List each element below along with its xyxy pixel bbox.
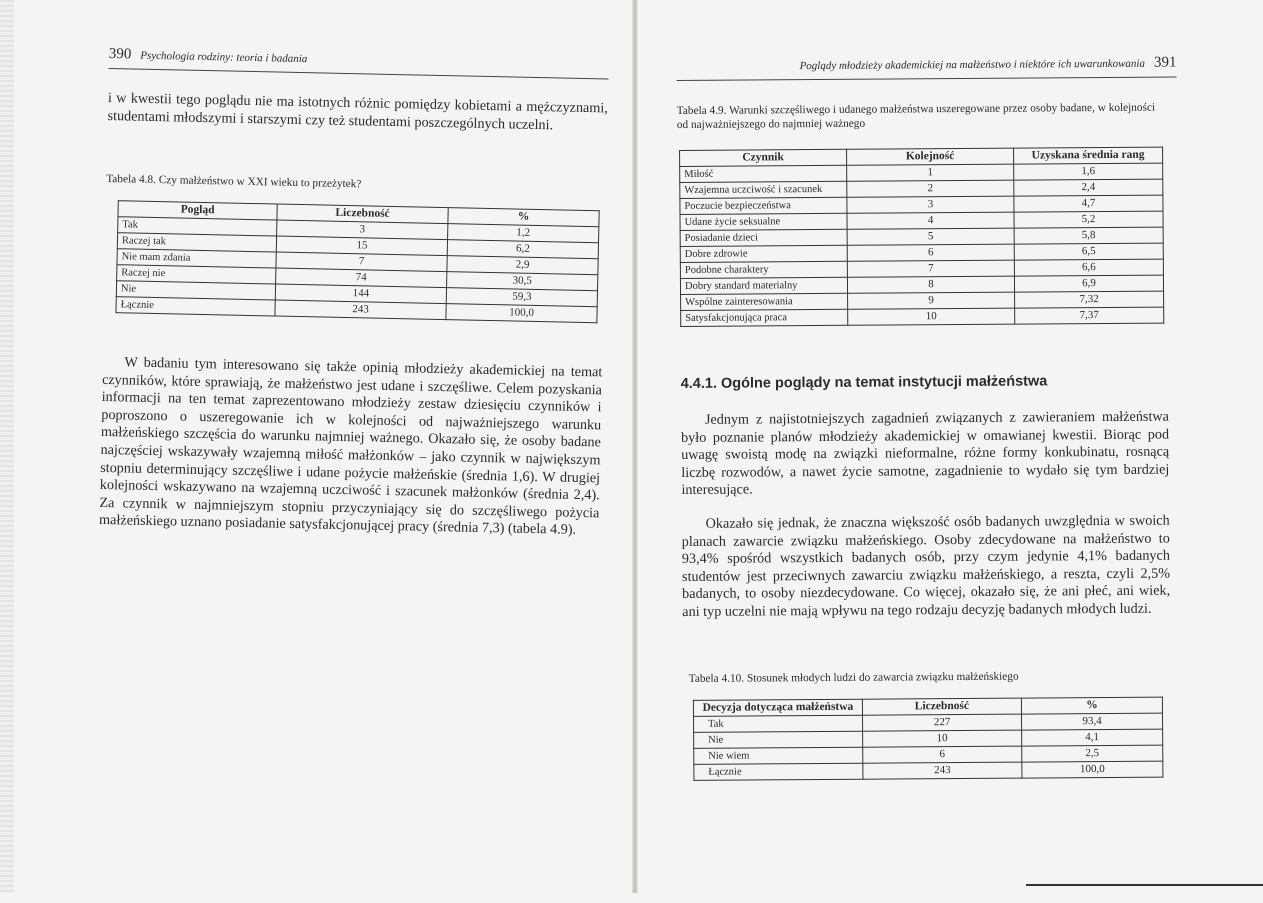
table-cell: Nie wiem xyxy=(694,747,863,764)
book-gutter xyxy=(632,0,638,893)
table-cell: Nie xyxy=(694,731,863,748)
table-cell: 7 xyxy=(276,252,447,272)
table-cell: 100,0 xyxy=(446,304,597,323)
table-cell: Tak xyxy=(694,715,863,732)
table-cell: Dobry standard materialny xyxy=(680,277,847,294)
section-heading: 4.4.1. Ogólne poglądy na temat instytucji małżeństwa xyxy=(680,373,1048,392)
left-running-title: Psychologia rodziny: teoria i badania xyxy=(140,49,308,66)
table-cell: 4,7 xyxy=(1014,195,1163,212)
left-page xyxy=(91,0,610,903)
right-running-head xyxy=(676,55,1176,81)
table-cell: 59,3 xyxy=(446,288,597,307)
right-page xyxy=(676,0,1182,893)
table-cell: Poczucie bezpieczeństwa xyxy=(680,197,847,214)
table-cell: Udane życie seksualne xyxy=(680,213,847,230)
table-cell: 6,6 xyxy=(1014,259,1163,276)
right-paragraph-2: Okazało się jednak, że znaczna większość osób badanych uwzględnia w swoich planach zawarcie związku małżeńskiego. Osoby zdecydowane na małżeństwo to 93,4% spośród wszystkich badanych osób, przy czym jedynie 4,1% badanych studentów jest przeciwnych zawarciu związku małżeńskiego, a reszta, czyli 2,5% badanych, to osoby niezdecydowane. Co więcej, okazało się, że ani płeć, ani wiek, ani typ uczelni nie mają wpływu na tego rodzaju decyzję badanych młodych ludzi. xyxy=(681,512,1171,620)
table-cell: Nie mam zdania xyxy=(117,249,276,268)
bottom-edge-rule xyxy=(1026,884,1263,886)
table-cell: 144 xyxy=(275,284,446,304)
table-cell: Łącznie xyxy=(694,763,863,780)
table-row xyxy=(694,761,1163,780)
table-4-9-caption: Tabela 4.9. Warunki szczęśliwego i udanego małżeństwa uszeregowane przez osoby badane, w kolejności od najważniejszego do najmniej ważnego xyxy=(676,101,1156,131)
table-cell: 5 xyxy=(847,228,1014,245)
table-cell: 15 xyxy=(276,236,447,256)
right-page-number: 391 xyxy=(1153,54,1177,71)
table-cell: Satysfakcjonująca praca xyxy=(681,309,848,326)
table-cell: 8 xyxy=(847,276,1014,293)
table-cell: 7,37 xyxy=(1015,307,1164,324)
table-header-cell: Uzyskana średnia rang xyxy=(1014,147,1163,164)
table-4-10-caption: Tabela 4.10. Stosunek młodych ludzi do zawarcia związku małżeńskiego xyxy=(688,670,1019,685)
table-cell: Raczej tak xyxy=(117,233,276,252)
table-header-cell: Pogląd xyxy=(118,201,277,220)
table-cell: 4,1 xyxy=(1022,729,1163,746)
table-cell: 1,6 xyxy=(1014,163,1163,180)
table-cell: 7,32 xyxy=(1015,291,1164,308)
table-cell: 6 xyxy=(847,244,1014,261)
table-4-8 xyxy=(115,200,599,323)
left-second-paragraph: W badaniu tym interesowano się także opinią młodzieży akademickiej na temat czynników, które sprawiają, że małżeństwo jest udane i szczęśliwe. Celem pozyskania informacji na ten temat zaprezentowano młodzieży zestaw dziesięciu czynników i poproszono o uszeregowanie ich w kolejności od najważniejszego warunku małżeńskiego szczęścia do warunku najmniej ważnego. Okazało się, że osoby badane najczęściej wskazywały wzajemną miłość małżonków – jako czynnik w największym stopniu determinujący szczęśliwe i udane pożycie małżeńskie (średnia 1,6). W drugiej kolejności wskazywano na wzajemną uczciwość i szacunek małżonków (średnia 2,4). Za czynnik w najmniejszym stopniu przyczyniający się do szczęśliwego pożycia małżeńskiego uznano posiadanie satysfakcjonującej pracy (średnia 7,3) (tabela 4.9). xyxy=(98,354,603,539)
table-cell: 9 xyxy=(848,292,1015,309)
table-header-cell: Liczebność xyxy=(277,204,448,224)
table-cell: Posiadanie dzieci xyxy=(680,229,847,246)
table-cell: 1 xyxy=(847,164,1014,181)
table-cell: 2 xyxy=(847,180,1014,197)
table-cell: 5,2 xyxy=(1014,211,1163,228)
table-cell: 227 xyxy=(862,714,1021,731)
left-running-head xyxy=(109,46,609,79)
table-header-cell: % xyxy=(1021,697,1162,714)
table-cell: 4 xyxy=(847,212,1014,229)
table-cell: 93,4 xyxy=(1021,713,1162,730)
table-cell: 6 xyxy=(863,746,1022,763)
table-cell: 7 xyxy=(847,260,1014,277)
table-cell: 6,2 xyxy=(447,240,598,259)
table-cell: 100,0 xyxy=(1022,761,1163,778)
table-cell: 1,2 xyxy=(448,224,599,243)
table-cell: Tak xyxy=(118,217,277,236)
right-paragraph-1: Jednym z najistotniejszych zagadnień związanych z zawieraniem małżeństwa było poznanie planów młodzieży akademickiej w omawianej kwestii. Biorąc pod uwagę swoistą modę na związki nieformalne, różne formy konkubinatu, rosnącą liczbę rozwodów, a nawet życie samotne, zagadnienie to wydało się tym bardziej interesujące. xyxy=(680,408,1170,499)
table-cell: Łącznie xyxy=(116,297,275,316)
table-cell: 243 xyxy=(275,300,446,320)
table-cell: Nie xyxy=(116,281,275,300)
table-cell: 10 xyxy=(863,730,1022,747)
page-stack-edge xyxy=(0,0,14,893)
table-cell: Dobre zdrowie xyxy=(680,245,847,262)
table-cell: 10 xyxy=(848,308,1015,325)
table-cell: Podobne charaktery xyxy=(680,261,847,278)
table-4-8-caption: Tabela 4.8. Czy małżeństwo w XXI wieku to przeżytek? xyxy=(106,172,362,191)
table-cell: 74 xyxy=(276,268,447,288)
table-header-cell: Kolejność xyxy=(847,148,1014,165)
table-4-10 xyxy=(693,697,1164,781)
table-cell: 2,4 xyxy=(1014,179,1163,196)
table-cell: 5,8 xyxy=(1014,227,1163,244)
table-cell: Wspólne zainteresowania xyxy=(681,293,848,310)
table-cell: 6,5 xyxy=(1014,243,1163,260)
table-header-cell: Decyzja dotycząca małżeństwa xyxy=(693,699,862,716)
table-row xyxy=(681,307,1164,326)
table-cell: 3 xyxy=(847,196,1014,213)
table-cell: 2,5 xyxy=(1022,745,1163,762)
table-cell: 6,9 xyxy=(1014,275,1163,292)
right-running-title: Poglądy młodzieży akademickiej na małżeństwo i niektóre ich uwarunkowania xyxy=(799,57,1145,73)
table-cell: 3 xyxy=(277,220,448,240)
table-cell: 30,5 xyxy=(447,272,598,291)
table-cell: 2,9 xyxy=(447,256,598,275)
table-cell: Raczej nie xyxy=(117,265,276,284)
table-header-cell: Liczebność xyxy=(862,698,1021,715)
table-4-9 xyxy=(679,147,1164,327)
table-cell: Miłość xyxy=(680,165,847,182)
table-header-cell: Czynnik xyxy=(680,149,847,166)
table-cell: 243 xyxy=(863,762,1022,779)
table-header-cell: % xyxy=(448,208,599,227)
left-page-number: 390 xyxy=(108,45,132,63)
left-intro-paragraph: i w kwestii tego poglądu nie ma istotnych różnic pomiędzy kobietami a mężczyznami, studentami młodszymi i starszymi czy też studentami poszczególnych uczelni. xyxy=(107,89,609,133)
table-cell: Wzajemna uczciwość i szacunek xyxy=(680,181,847,198)
